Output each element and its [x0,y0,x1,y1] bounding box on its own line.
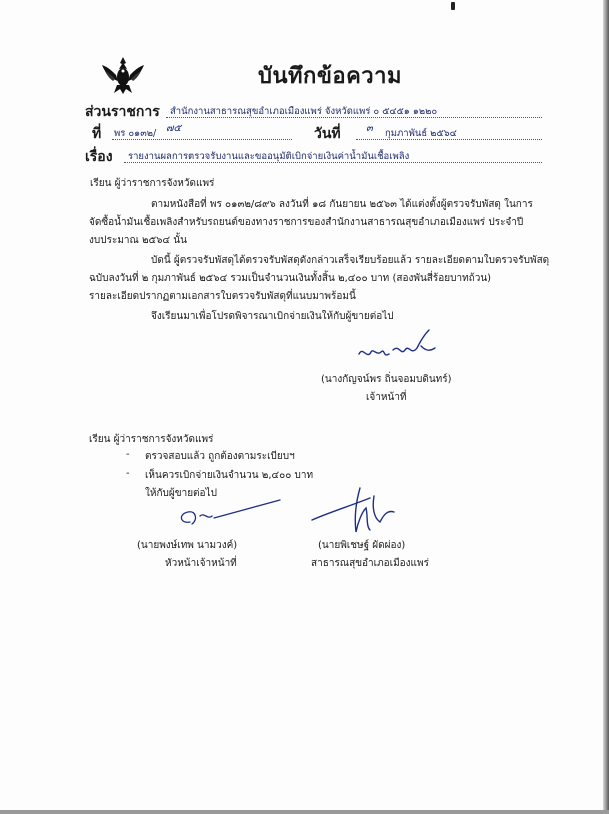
date-handwritten: ๓ [366,123,373,134]
ref-handwritten: ๗๕ [166,123,182,134]
signature-3-icon [310,482,410,538]
date-dotline [356,139,542,140]
signer3-position: สาธารณสุขอำเภอเมืองแพร่ [311,558,429,569]
ref-value: พร ๐๑๓๒/ [114,128,157,139]
date-label: วันที่ [314,126,341,142]
ref-dotline [112,139,292,140]
subject-dotline [124,162,542,163]
endorsement-bullet1: ตรวจสอบแล้ว ถูกต้องตามระเบียบฯ [145,451,295,462]
agency-value: สำนักงานสาธารณสุขอำเภอเมืองแพร่ จังหวัดแพร่ ๐ ๕๔๕๑ ๑๒๒๐ [170,106,438,117]
scan-mark [451,2,455,10]
signer1-name: (นางกัญจน์พร ถิ่นจอมบดินทร์) [321,374,452,385]
memo-closing: จึงเรียนมาเพื่อโปรดพิจารณาเบิกจ่ายเงินให้กับผู้ขายต่อไป [151,311,394,322]
memo-title: บันทึกข้อความ [258,64,403,89]
signer1-position: เจ้าหน้าที่ [366,392,407,403]
subject-value: รายงานผลการตรวจรับงานและขออนุมัติเบิกจ่ายเงินค่าน้ำมันเชื้อเพลิง [128,151,410,162]
scan-edge-right [603,0,609,814]
garuda-emblem-icon [100,55,146,95]
signature-1-icon [355,326,441,372]
memo-para1-line3: งบประมาณ ๒๕๖๔ นั้น [89,235,187,246]
subject-label: เรื่อง [85,149,113,165]
agency-dotline [166,117,542,118]
memo-para2-line1: บัดนี้ ผู้ตรวจรับพัสดุได้ตรวจรับพัสดุดังกล่าวเสร็จเรียบร้อยแล้ว รายละเอียดตามใบตรวจรับพัสดุ [151,255,550,266]
memo-para1-line2: จัดซื้อน้ำมันเชื้อเพลิงสำหรับรถยนต์ของทางราชการของสำนักงานสาธารณสุขอำเภอเมืองแพร่ ประจำปี [89,217,524,228]
agency-label: ส่วนราชการ [85,104,160,120]
endorsement-bullet2: เห็นควรเบิกจ่ายเงินจำนวน ๒,๔๐๐ บาท [145,470,314,481]
ref-label: ที่ [92,126,102,142]
signer3-name: (นายพิเชษฐ์ ผัดผ่อง) [318,540,406,551]
memo-para2-line3: รายละเอียดปรากฏตามเอกสารใบตรวจรับพัสดุที่แนบมาพร้อมนี้ [89,291,356,302]
memo-para2-line2: ฉบับลงวันที่ ๒ กุมภาพันธ์ ๒๕๖๔ รวมเป็นจำนวนเงินทั้งสิ้น ๒,๔๐๐ บาท (สองพันสี่ร้อยบาทถ้วน) [89,273,492,284]
signer2-position: หัวหน้าเจ้าหน้าที่ [165,558,237,569]
memo-salutation: เรียน ผู้ว่าราชการจังหวัดแพร่ [90,178,215,189]
memo-para1-line1: ตามหนังสือที่ พร ๐๑๓๒/๘๙๖ ลงวันที่ ๑๘ กันยายน ๒๕๖๓ ได้แต่งตั้งผู้ตรวจรับพัสดุ ในการ [151,199,533,210]
endorsement-line3: ให้กับผู้ขายต่อไป [145,488,217,499]
endorsement-salutation: เรียน ผู้ว่าราชการจังหวัดแพร่ [89,434,214,445]
date-value: กุมภาพันธ์ ๒๕๖๔ [385,128,457,139]
signature-2-icon [172,494,284,534]
scan-edge-bottom [0,810,609,814]
signer2-name: (นายพงษ์เทพ นามวงค์) [137,540,238,551]
endorsement-bullet1-mark: - [126,449,130,460]
endorsement-bullet2-mark: - [126,468,130,479]
